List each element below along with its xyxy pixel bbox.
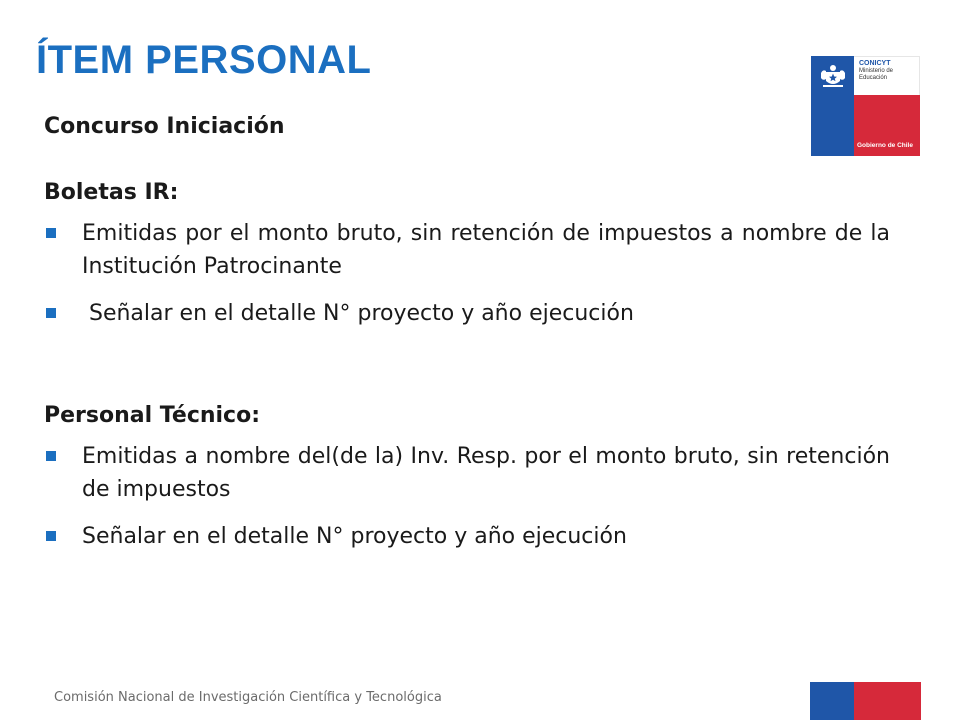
bullet-list [44, 217, 890, 330]
section-boletas-ir [44, 180, 890, 344]
logo-government-label: Gobierno de Chile [857, 142, 913, 149]
conicyt-logo [811, 56, 920, 156]
square-bullet-icon [46, 228, 56, 238]
list-item-text: Emitidas por el monto bruto, sin retención de impuestos a nombre de la Institución Patrocinante [82, 221, 890, 279]
footer-institution-name: Comisión Nacional de Investigación Científica y Tecnológica [54, 690, 442, 705]
logo-blue-panel [811, 56, 854, 156]
slide-title: ÍTEM PERSONAL [36, 38, 372, 82]
square-bullet-icon [46, 308, 56, 318]
footer-flag-blue [810, 682, 854, 720]
logo-white-panel [854, 56, 920, 95]
list-item-text: Señalar en el detalle N° proyecto y año ejecución [82, 524, 627, 549]
logo-ministry-line1: Ministerio de [859, 68, 894, 74]
logo-ministry-line2: Educación [859, 75, 888, 81]
logo-org-name: CONICYT [859, 60, 891, 67]
list-item [44, 440, 890, 506]
footer-flag-bar [810, 682, 921, 720]
list-item [44, 217, 890, 283]
list-item-text: Emitidas a nombre del(de la) Inv. Resp. por el monto bruto, sin retención de impuestos [82, 444, 890, 502]
square-bullet-icon [46, 531, 56, 541]
list-item-text: Señalar en el detalle N° proyecto y año ejecución [82, 301, 634, 326]
footer-flag-red [854, 682, 921, 720]
section-heading: Boletas IR: [44, 180, 179, 205]
section-personal-tecnico [44, 403, 890, 567]
square-bullet-icon [46, 451, 56, 461]
bullet-list [44, 440, 890, 553]
list-item [44, 520, 890, 553]
list-item [44, 297, 890, 330]
slide-subtitle: Concurso Iniciación [44, 114, 285, 139]
chile-coat-of-arms-icon [815, 60, 851, 92]
section-heading: Personal Técnico: [44, 403, 261, 428]
logo-red-panel [854, 95, 920, 156]
